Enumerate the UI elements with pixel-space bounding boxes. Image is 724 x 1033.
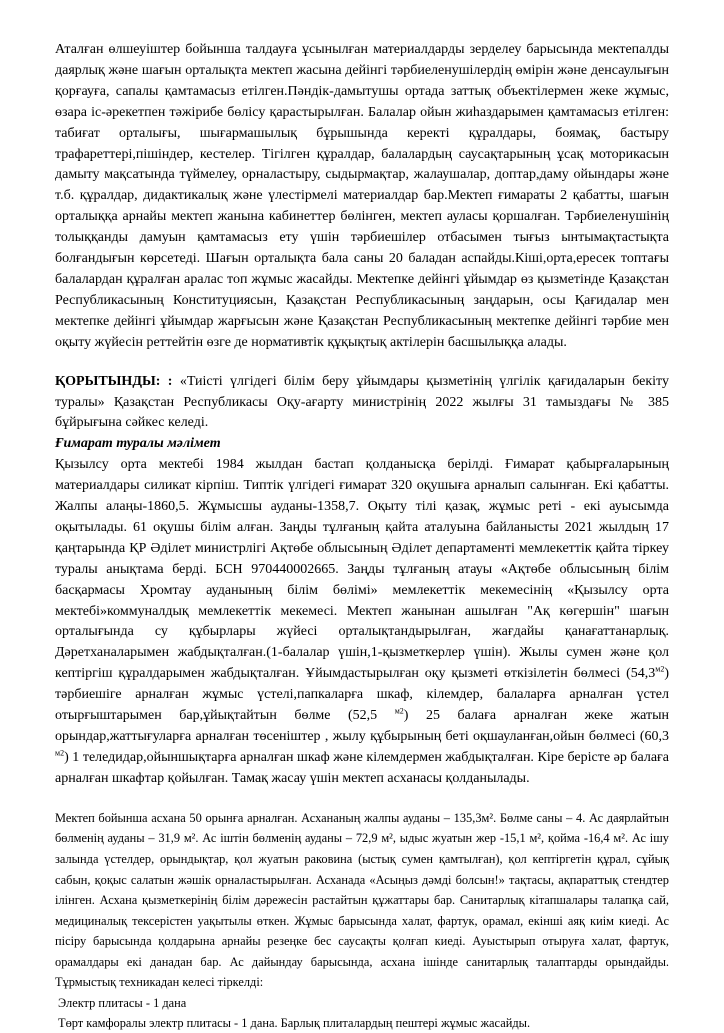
- equipment-item-1: Электр плитасы - 1 дана: [58, 996, 187, 1011]
- building-text-part-4: ) 1 теледидар,ойыншықтарға арналған шкаф және кілемдермен жабдықталған. Кіре берісте әр балаға арналған шкафтар қойылған. Тамақ жасау үшін мектеп асханасы қолданылады.: [55, 749, 669, 786]
- section-title-building-info: Ғимарат туралы мәлімет: [55, 436, 221, 452]
- unit-superscript: м2: [394, 706, 404, 716]
- unit-superscript: м2: [55, 748, 65, 758]
- unit-superscript: м2: [655, 664, 665, 674]
- building-text-part-3: ) 25 балаға арналған жеке жатын орындар,жаттығуларға арналған төсеніштер , жылу құбырының беті оқшауланған,ойын бөлмесі (60,3: [55, 708, 670, 744]
- paragraph-conclusion: [55, 372, 669, 435]
- building-text-part-1: Қызылсу орта мектебі 1984 жылдан бастап қолданысқа берілді. Ғимарат қабырғаларының материалдары силикат кірпіш. Типтік үлгідегі ғимарат 320 оқушыға арналып салынған. Екі қабатты. Жалпы алаңы-1860,5. Жұмысшы ауданы-1358,7. Оқыту тілі қазақ, жұмыс реті - екі ауысымда оқытылады. 61 оқушы білім алған. Заңды тұлғаның қайта аталуына байланысты 2021 жылдың 17 қаңтарында ҚР Әділет министрлігі Ақтөбе облысының Әділет департаменті мемлекеттік қайта тіркеу туралы анықтама берді. БСН 970440002665. Заңды тұлғаның атауы «Ақтөбе облысының білім басқармасы Хромтау ауданының білім бөлімі» мемлекеттік мекемесінің «Қызылсу орта мектебі»коммуналдық мемлекеттік мекемесі. Мектеп жанынан ашылған "Ақ көгершін" шағын орталығында су құбырлары жүйесі орталықтандырылған, жағдайы қанағаттанарлық. Дәретханаларымен жабдықталған.(1-балалар үшін,1-қызметкерлер үшін). Жылы сумен және қол кептіргіш құралдарымен жабдықталған. Ұйымдастырылған оқу қызметі өткізілетін бөлмесі (54,3: [55, 457, 669, 682]
- paragraph-canteen: Мектеп бойынша асхана 50 орынға арналған. Асхананың жалпы ауданы – 135,3м². Бөлме саны – 4. Ас даярлайтын бөлменің ауданы – 31,9 м². Ас іштін бөлменің ауданы – 72,9 м², ыдыс жуатын жер -15,1 м², қойма -16,4 м². Ас ішу залында үстелдер, орындықтар, қол жуатын раковина (ыстық сумен қамтылған), қол кептіргетін құрал, сұйық сабын, қоқыс салатын жәшік орналастырылған. Асханада «Асыңыз дәмді болсын!» тақтасы, ақпараттық стендтер ілінген. Асхана қызметкерінің білім дәрежесін растайтын құжаттары бар. Санитарлық кітапшалары талапқа сай, медициналық тексерістен уақытылы өткен. Жұмыс барысында халат, фартук, орамал, екінші аяқ киім киеді. Ас пісіру барысында қолдарына арнайы резеңке бес саусақты қолғап киеді. Ауыстырып отыруға халат, фартук, орамалдары екі данадан бар. Ас дайындау барысында, асхана ішінде санитарлық талаптарды орындайды. Тұрмыстық техникадан келесі тіркелді:: [55, 810, 669, 990]
- conclusion-label: ҚОРЫТЫНДЫ: :: [55, 373, 173, 389]
- conclusion-text: «Тиісті үлгідегі білім беру ұйымдары қызметінің үлгілік қағидаларын бекіту туралы» Қазақстан Республикасы Оқу-ағарту министрінің 2022 жылғы 31 тамыздағы № 385 бұйрығына сәйкес келеді.: [55, 373, 669, 431]
- equipment-item-2: Төрт камфоралы электр плитасы - 1 дана. Барлық плиталардың пештері жұмыс жасайды.: [58, 1016, 531, 1031]
- building-text-part-2: ) тәрбиешіге арналған жұмыс үстелі,папкаларға шкаф, кілемдер, балаларға арналған үстел отырғыштарымен бар,ұйықтайтын бөлме (52,5: [55, 666, 669, 724]
- paragraph-intro: Аталған өлшеуіштер бойынша талдауға ұсынылған материалдарды зерделеу барысында мектепалды даярлық және шағын орталықта мектеп жасына дейінгі тәрбиеленушілердің өмірін және денсаулығын қорғауға, сапалы қамтамасыз етілген.Пәндік-дамытушы ортада заттық объектілермен жеке жұмыс, өзара іс-әрекетпен тәжірибе бөлісу қарастырылған. Балалар ойын жиһаздарымен қамтамасыз етілген: табиғат орталығы, шығармашылық бұрышында керекті құралдары, боямақ, бастыру трафареттері,пішіндер, кестелер. Тігілген құралдар, балалардың саусақтарының ұсақ моторикасын дамыту мақсатында түймелеу, орналастыру, сыдырмақтар, жалаушалар, доптар,даму ойындары және т.б. құралдар, дидактикалық және үлестірмелі материалдар бар.Мектеп ғимараты 2 қабатты, шағын орталыққа арнайы мектеп жанына кабинеттер бөлінген, мектеп ауласы қоршалған. Тәрбиеленушінің толыққанды дамуын қамтамасыз ету үшін тәрбиешілер отбасымен тығыз ынтымақтастықта болғандығын көрсетеді. Шағын орталықта бала саны 20 баладан аспайды.Кіші,орта,ересек топтағы балалардан құралған аралас топ жұмыс жасайды. Мектепке дейінгі ұйымдар өз қызметінде Қазақстан Республикасының Конституциясын, Қазақстан Республикасының заңдарын, осы Қағидалар мен мектепке дейінгі ұйымдар жарғысын және Қазақстан Республикасының мектепке дейінгі тәрбие мен оқыту жүйесін реттейтін өзге де нормативтік құқықтық актілерін басшылыққа алады.: [55, 42, 669, 350]
- document-page: [55, 40, 669, 1033]
- paragraph-building-info: [55, 455, 669, 790]
